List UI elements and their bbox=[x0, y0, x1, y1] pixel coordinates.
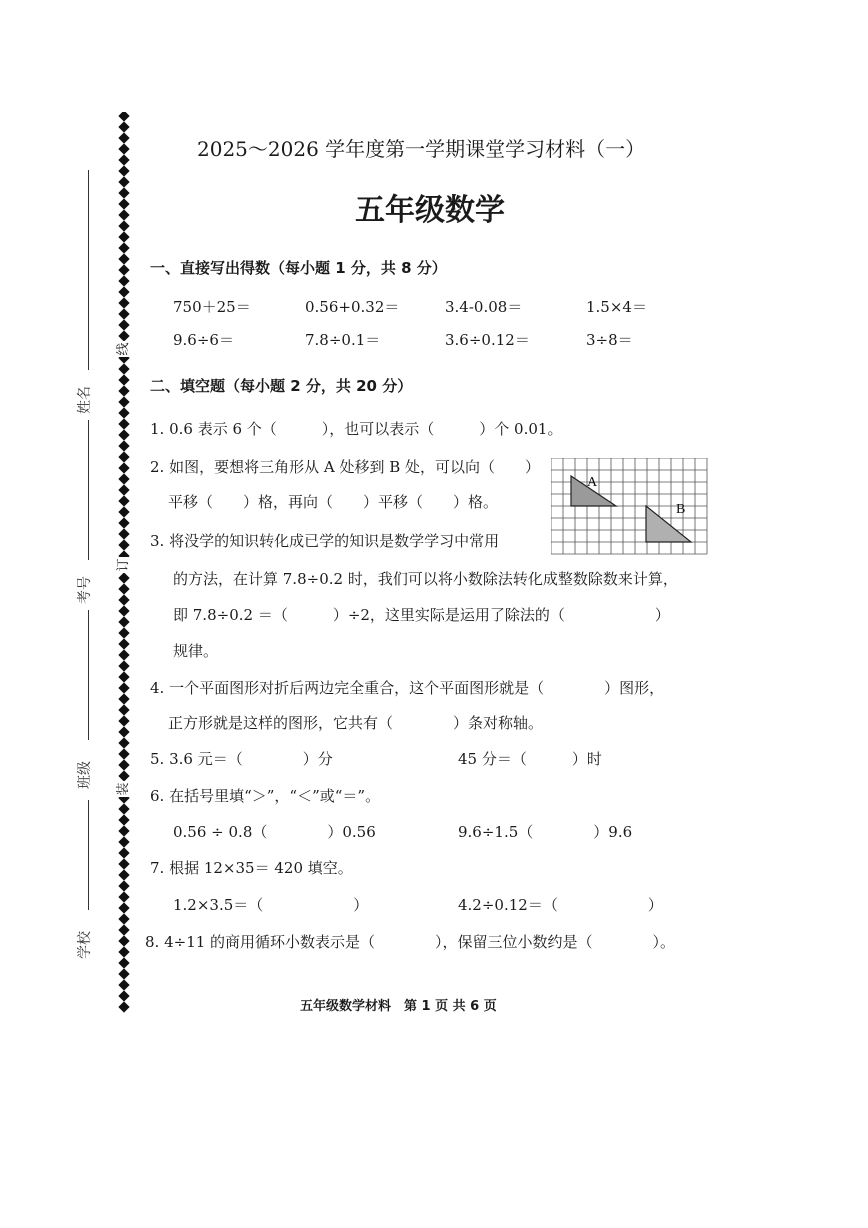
binding-diamond bbox=[118, 913, 129, 924]
binding-diamond bbox=[118, 112, 129, 122]
question-2-line2: 平移（ ）格，再向（ ）平移（ ）格。 bbox=[168, 493, 499, 511]
name-label: 姓名 bbox=[77, 386, 93, 414]
binding-diamond bbox=[118, 638, 129, 649]
binding-diamond bbox=[118, 748, 129, 759]
binding-diamond bbox=[118, 429, 129, 440]
binding-diamond bbox=[118, 143, 129, 154]
binding-diamond bbox=[118, 594, 129, 605]
binding-diamond bbox=[118, 869, 129, 880]
binding-diamond bbox=[118, 231, 129, 242]
calc-15-times-4: 1.5×4＝ bbox=[586, 298, 647, 316]
question-3-line1: 3. 将没学的知识转化成已学的知识是数学学习中常用 bbox=[150, 532, 500, 550]
binding-diamond bbox=[118, 220, 129, 231]
binding-diamond bbox=[118, 528, 129, 539]
question-6-part2: 9.6÷1.5（ ）9.6 bbox=[458, 823, 633, 841]
class-line bbox=[88, 800, 89, 910]
label-b: B bbox=[676, 502, 686, 517]
binding-diamond bbox=[118, 880, 129, 891]
binding-diamond bbox=[118, 693, 129, 704]
binding-diamond bbox=[118, 396, 129, 407]
binding-diamond bbox=[118, 297, 129, 308]
label-a: A bbox=[587, 475, 598, 490]
binding-diamond bbox=[118, 715, 129, 726]
section1-heading: 一、直接写出得数（每小题 1 分，共 8 分） bbox=[150, 259, 447, 277]
name-line bbox=[88, 170, 89, 370]
class-label: 班级 bbox=[77, 761, 93, 789]
binding-diamond bbox=[118, 858, 129, 869]
binding-diamond bbox=[118, 473, 129, 484]
binding-diamond bbox=[118, 242, 129, 253]
question-6: 6. 在括号里填“＞”，“＜”或“＝”。 bbox=[150, 787, 381, 805]
calc-34-minus-008: 3.4-0.08＝ bbox=[445, 298, 523, 316]
calc-750-plus-25: 750＋25＝ bbox=[173, 298, 251, 316]
question-1: 1. 0.6 表示 6 个（ ），也可以表示（ ）个 0.01。 bbox=[150, 420, 563, 438]
name-line-lower bbox=[88, 420, 89, 560]
calc-3-div-8: 3÷8＝ bbox=[586, 331, 633, 349]
binding-diamond bbox=[118, 308, 129, 319]
binding-diamond bbox=[118, 979, 129, 990]
binding-diamond bbox=[118, 506, 129, 517]
binding-diamond bbox=[118, 770, 129, 781]
binding-diamond bbox=[118, 847, 129, 858]
section2-heading: 二、填空题（每小题 2 分，共 20 分） bbox=[150, 377, 413, 395]
binding-diamond bbox=[118, 726, 129, 737]
binding-diamond bbox=[118, 737, 129, 748]
school-label: 学校 bbox=[77, 931, 93, 959]
binding-diamond bbox=[118, 319, 129, 330]
binding-diamond bbox=[118, 374, 129, 385]
question-3-line4: 规律。 bbox=[173, 642, 219, 660]
question-3-line3: 即 7.8÷0.2 ＝（ ）÷2，这里实际是运用了除法的（ ） bbox=[173, 606, 670, 624]
binding-diamond bbox=[118, 176, 129, 187]
binding-diamond bbox=[118, 132, 129, 143]
translation-grid-figure bbox=[551, 458, 711, 556]
binding-diamond bbox=[118, 616, 129, 627]
binding-word-zhuang: 装 bbox=[116, 782, 131, 796]
binding-diamond bbox=[118, 814, 129, 825]
binding-diamond bbox=[118, 198, 129, 209]
binding-diamond bbox=[118, 418, 129, 429]
binding-diamond bbox=[118, 165, 129, 176]
question-2-line1: 2. 如图，要想将三角形从 A 处移到 B 处，可以向（ ） bbox=[150, 458, 541, 476]
binding-diamond bbox=[118, 836, 129, 847]
binding-diamond bbox=[118, 209, 129, 220]
binding-diamond bbox=[118, 704, 129, 715]
binding-diamond bbox=[118, 803, 129, 814]
subject-title: 五年级数学 bbox=[355, 193, 505, 228]
question-4-line1: 4. 一个平面图形对折后两边完全重合，这个平面图形就是（ ）图形， bbox=[150, 679, 665, 697]
binding-diamond bbox=[118, 539, 129, 550]
binding-diamond bbox=[118, 451, 129, 462]
binding-word-ding: 订 bbox=[116, 558, 131, 572]
question-5-part2: 45 分＝（ ）时 bbox=[458, 750, 602, 768]
binding-diamond bbox=[118, 605, 129, 616]
binding-diamond bbox=[118, 440, 129, 451]
binding-diamond bbox=[118, 990, 129, 1001]
binding-diamond bbox=[118, 627, 129, 638]
binding-diamond bbox=[118, 825, 129, 836]
binding-diamond bbox=[118, 264, 129, 275]
binding-diamond bbox=[118, 759, 129, 770]
question-7-part1: 1.2×3.5＝（ ） bbox=[173, 896, 369, 914]
binding-diamond bbox=[118, 583, 129, 594]
binding-diamond bbox=[118, 385, 129, 396]
question-5-part1: 5. 3.6 元＝（ ）分 bbox=[150, 750, 333, 768]
binding-diamond bbox=[118, 957, 129, 968]
exam-no-line bbox=[88, 610, 89, 740]
binding-diamond bbox=[118, 253, 129, 264]
binding-diamond bbox=[118, 187, 129, 198]
question-7: 7. 根据 12×35＝ 420 填空。 bbox=[150, 859, 353, 877]
binding-word-xian: 线 bbox=[116, 342, 131, 356]
binding-diamond bbox=[118, 495, 129, 506]
calc-78-div-01: 7.8÷0.1＝ bbox=[305, 331, 381, 349]
question-4-line2: 正方形就是这样的图形，它共有（ ）条对称轴。 bbox=[168, 714, 544, 732]
binding-diamond bbox=[118, 154, 129, 165]
binding-diamond bbox=[118, 660, 129, 671]
binding-diamond bbox=[118, 935, 129, 946]
binding-diamond bbox=[118, 363, 129, 374]
question-3-line2: 的方法，在计算 7.8÷0.2 时，我们可以将小数除法转化成整数除数来计算， bbox=[173, 570, 678, 588]
exam-no-label: 考号 bbox=[77, 576, 93, 604]
calc-056-plus-032: 0.56+0.32＝ bbox=[305, 298, 400, 316]
binding-diamond bbox=[118, 517, 129, 528]
question-7-part2: 4.2÷0.12＝（ ） bbox=[458, 896, 663, 914]
binding-diamond bbox=[118, 121, 129, 132]
binding-diamond bbox=[118, 462, 129, 473]
binding-diamond bbox=[118, 330, 129, 341]
binding-diamond bbox=[118, 286, 129, 297]
binding-diamond bbox=[118, 924, 129, 935]
question-8: 8. 4÷11 的商用循环小数表示是（ ），保留三位小数约是（ ）。 bbox=[145, 933, 676, 951]
question-6-part1: 0.56 ÷ 0.8（ ）0.56 bbox=[173, 823, 376, 841]
binding-diamond bbox=[118, 671, 129, 682]
binding-diamond bbox=[118, 649, 129, 660]
binding-diamond bbox=[118, 968, 129, 979]
exam-title: 2025～2026 学年度第一学期课堂学习材料（一） bbox=[197, 137, 646, 161]
binding-diamond bbox=[118, 682, 129, 693]
binding-diamond bbox=[118, 572, 129, 583]
binding-diamond bbox=[118, 275, 129, 286]
binding-diamond bbox=[118, 946, 129, 957]
page-footer: 五年级数学材料 第 1 页 共 6 页 bbox=[300, 999, 497, 1014]
binding-diamond bbox=[118, 484, 129, 495]
calc-96-div-6: 9.6÷6＝ bbox=[173, 331, 234, 349]
binding-diamond bbox=[118, 902, 129, 913]
binding-diamond bbox=[118, 891, 129, 902]
calc-36-div-012: 3.6÷0.12＝ bbox=[445, 331, 530, 349]
binding-diamond bbox=[118, 1001, 129, 1012]
binding-diamond bbox=[118, 407, 129, 418]
